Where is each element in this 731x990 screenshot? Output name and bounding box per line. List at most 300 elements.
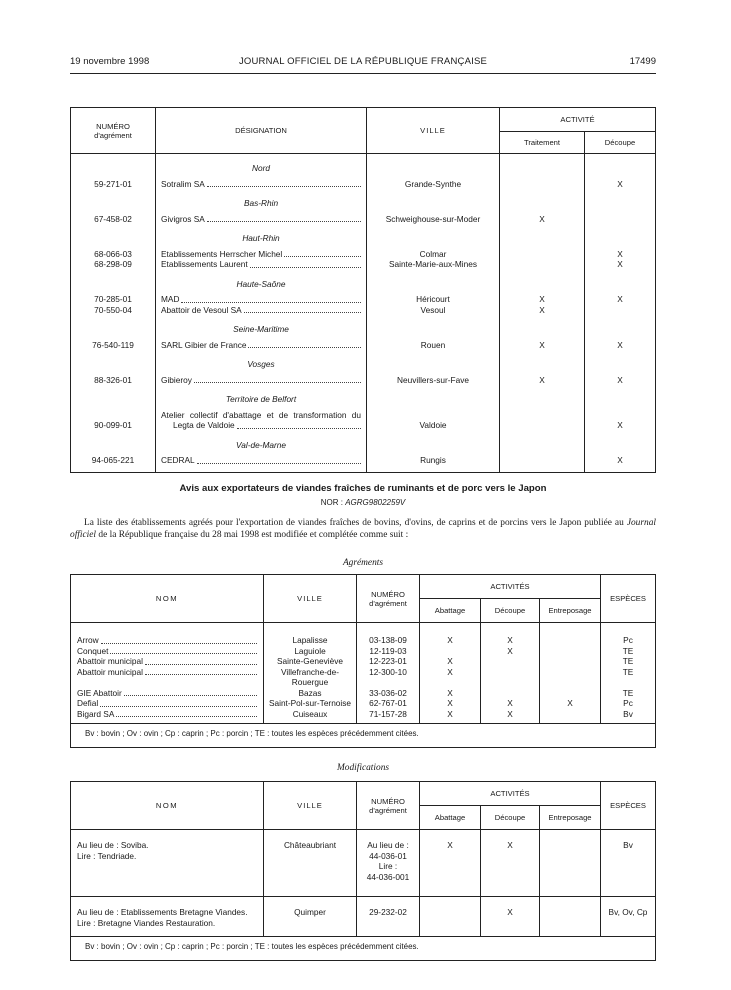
ville-cell [367, 340, 500, 351]
especes-cell: Pc [623, 635, 633, 645]
decoupe-cell [481, 688, 540, 699]
spacer-cell [601, 623, 656, 636]
nom-text: Abattoir municipal [77, 666, 143, 677]
especes-cell: Bv, Ov, Cp [601, 897, 656, 937]
designation-text-wrap [161, 294, 361, 305]
modifications-table [70, 781, 656, 961]
establishments-table-body [71, 154, 656, 473]
decoupe-cell [585, 214, 656, 225]
dot-leader [181, 295, 361, 303]
region-blank [585, 189, 656, 214]
mod-header-activites: ACTIVITÉS [420, 782, 601, 806]
agrements-table-body [71, 623, 656, 724]
agr-header-especes: ESPÈCES [601, 575, 656, 623]
numero-text: 88-326-01 [94, 374, 132, 385]
abattage-cell: X [420, 667, 481, 688]
numero-line: 44-036-01 [369, 850, 407, 861]
ville-text: Schweighouse-sur-Moder [385, 213, 481, 224]
region-blank [500, 154, 585, 179]
decoupe-cell: X [617, 178, 623, 189]
designation-text: Sotralim SA [161, 178, 205, 189]
table-row [71, 667, 656, 688]
ville-cell [367, 214, 500, 225]
especes-cell: TE [622, 687, 634, 698]
table-row [71, 897, 656, 937]
region-blank [71, 385, 156, 410]
avis-para-italic: Journal officiel [70, 518, 656, 540]
region-blank [500, 350, 585, 375]
nom-cell [71, 698, 264, 709]
mod-header-decoupe: Découpe [481, 806, 540, 830]
nom-text-wrap [77, 656, 257, 667]
nom-text-wrap [77, 635, 257, 646]
region-blank [585, 431, 656, 456]
entreposage-cell [540, 646, 601, 657]
nom-text: GIE Abattoir [77, 687, 122, 698]
nom-line1: Au lieu de : Etablissements Bretagne Viandes. [77, 907, 248, 917]
decoupe-cell: X [481, 897, 540, 937]
agr-header-nom: NOM [71, 575, 264, 623]
region-row [71, 154, 656, 179]
agr-header-ville: VILLE [264, 575, 357, 623]
region-name: Nord [156, 154, 367, 179]
region-blank [585, 154, 656, 179]
nom-line2: Lire : Bretagne Viandes Restauration. [77, 917, 216, 928]
designation-text: MAD [161, 294, 180, 304]
region-blank [367, 270, 500, 295]
numero-cell [71, 294, 156, 305]
dot-leader [248, 340, 361, 348]
header-ville: VILLE [367, 108, 500, 154]
ville-text: Héricourt [416, 294, 450, 304]
region-row [71, 350, 656, 375]
header-numero-line2: d'agrément [94, 130, 132, 140]
dot-leader [145, 667, 257, 675]
ville-cell [367, 249, 500, 260]
decoupe-cell: X [481, 830, 540, 897]
spacer-cell [420, 623, 481, 636]
ville-text: Neuvillers-sur-Fave [397, 374, 469, 385]
nom-text: Arrow [77, 635, 99, 645]
dot-leader [124, 688, 257, 696]
numero-cell: 12-223-01 [357, 656, 420, 667]
ville-cell: Sainte-Geneviève [264, 656, 357, 667]
nom-text-wrap [77, 646, 257, 657]
spacer-cell [540, 623, 601, 636]
numero-line: 44-036-001 [366, 871, 410, 882]
entreposage-cell [540, 656, 601, 667]
table-row [71, 259, 656, 270]
agr-header-abattage: Abattage [420, 599, 481, 623]
especes-cell: Pc [623, 698, 633, 708]
numero-cell: 62-767-01 [357, 698, 420, 709]
decoupe-cell: X [617, 339, 623, 350]
table-spacer [71, 623, 656, 636]
traitement-cell [500, 410, 585, 431]
spacer-cell [481, 623, 540, 636]
header-rule [70, 73, 656, 74]
especes-cell: TE [622, 645, 634, 656]
region-name: Vosges [156, 350, 367, 375]
designation-text: Etablissements Laurent [161, 259, 248, 269]
spacer-cell [357, 623, 420, 636]
designation-cell [156, 455, 367, 472]
numero-cell [71, 410, 156, 431]
nom-text-wrap [77, 688, 257, 699]
numero-text: 90-099-01 [94, 420, 132, 430]
nom-cell [71, 897, 264, 937]
numero-cell [71, 179, 156, 190]
numero-text: 67-458-02 [94, 213, 132, 224]
numero-cell [71, 340, 156, 351]
region-blank [71, 350, 156, 375]
table-row [71, 410, 656, 431]
nom-text: Abattoir municipal [77, 656, 143, 666]
header-designation: DÉSIGNATION [156, 108, 367, 154]
numero-cell [71, 259, 156, 270]
numero-cell: 03-138-09 [357, 635, 420, 646]
mod-header-numero-line1: NUMÉRO [371, 796, 405, 806]
region-blank [500, 431, 585, 456]
dot-leader [116, 709, 257, 717]
region-blank [367, 350, 500, 375]
table-row [71, 214, 656, 225]
numero-cell [357, 830, 420, 897]
region-blank [585, 315, 656, 340]
abattage-cell: X [420, 688, 481, 699]
ville-text: Colmar [419, 248, 447, 259]
avis-nor [70, 498, 656, 507]
numero-text: 94-065-221 [91, 455, 135, 465]
page-number: 17499 [629, 56, 656, 67]
nom-cell [71, 646, 264, 657]
numero-text: 76-540-119 [92, 339, 134, 350]
ville-cell [367, 410, 500, 431]
abattage-cell: X [420, 830, 481, 897]
table-row [71, 646, 656, 657]
decoupe-cell: X [481, 635, 540, 646]
spacer-cell [264, 623, 357, 636]
nom-text-wrap [77, 709, 257, 720]
mod-header-abattage: Abattage [420, 806, 481, 830]
traitement-cell: X [500, 305, 585, 316]
traitement-cell: X [500, 214, 585, 225]
region-blank [585, 350, 656, 375]
designation-text-wrap [161, 179, 361, 190]
table-row [71, 635, 656, 646]
region-name: Bas-Rhin [156, 189, 367, 214]
dot-leader [110, 646, 257, 654]
nom-cell [71, 635, 264, 646]
designation-text-wrap [161, 455, 361, 466]
spacer-cell [71, 623, 264, 636]
decoupe-cell: X [617, 420, 623, 430]
region-blank [585, 385, 656, 410]
region-name: Val-de-Marne [156, 431, 367, 456]
table-row [71, 305, 656, 316]
numero-cell [71, 375, 156, 386]
entreposage-cell [540, 667, 601, 688]
decoupe-cell [585, 305, 656, 316]
decoupe-cell: X [617, 455, 623, 465]
traitement-cell [500, 249, 585, 260]
numero-text: 59-271-01 [94, 178, 132, 189]
dot-leader [207, 214, 361, 222]
dot-leader [145, 657, 257, 665]
nom-cell [71, 667, 264, 688]
numero-line: Lire : [378, 861, 398, 871]
designation-cell [156, 340, 367, 351]
numero-spacer [71, 410, 155, 421]
header-decoupe: Découpe [585, 132, 656, 154]
dot-leader [284, 249, 361, 257]
abattage-cell: X [420, 635, 481, 646]
designation-text-wrap [161, 214, 361, 225]
decoupe-cell: X [481, 646, 540, 657]
decoupe-cell [481, 656, 540, 667]
traitement-cell [500, 259, 585, 270]
region-blank [585, 270, 656, 295]
region-name: Seine-Maritime [156, 315, 367, 340]
entreposage-cell [540, 897, 601, 937]
designation-cell [156, 375, 367, 386]
agrements-legend: Bv : bovin ; Ov : ovin ; Cp : caprin ; Pc : porcin ; TE : toutes les espèces précédemment citées. [71, 724, 656, 748]
designation-text: SARL Gibier de France [161, 339, 247, 350]
region-name: Haut-Rhin [156, 224, 367, 249]
dot-leader [101, 636, 257, 644]
ville-text: Rouen [420, 339, 446, 350]
abattage-cell: X [420, 709, 481, 720]
especes-cell: TE [622, 656, 634, 666]
region-row [71, 385, 656, 410]
ville-cell: Cuiseaux [264, 709, 357, 720]
avis-paragraph [70, 518, 656, 541]
dot-leader [194, 375, 361, 383]
abattage-cell [420, 646, 481, 657]
numero-text: 68-298-09 [94, 259, 132, 269]
entreposage-cell [540, 635, 601, 646]
designation-cell [156, 249, 367, 260]
ville-cell: Villefranche-de-Rouergue [264, 667, 357, 688]
designation-text-wrap [161, 340, 361, 351]
table-row [71, 294, 656, 305]
designation-text: CEDRAL [161, 455, 195, 465]
decoupe-cell: X [617, 294, 623, 304]
ville-cell [367, 294, 500, 305]
traitement-cell [500, 455, 585, 472]
numero-cell [71, 214, 156, 225]
dot-leader [244, 305, 361, 313]
dot-leader [207, 179, 361, 187]
decoupe-cell: X [617, 259, 623, 269]
nom-line1: Au lieu de : Soviba. [77, 840, 149, 850]
decoupe-cell: X [481, 698, 540, 709]
ville-cell [367, 375, 500, 386]
table-row [71, 688, 656, 699]
nor-label: NOR : [320, 498, 343, 507]
nom-cell [71, 656, 264, 667]
establishments-table [70, 107, 656, 473]
numero-text: 70-285-01 [94, 294, 132, 304]
designation-text: Etablissements Herrscher Michel [161, 248, 283, 259]
dot-leader [197, 456, 361, 464]
nom-text-wrap [77, 698, 257, 709]
ville-cell: Laguiole [264, 646, 357, 657]
region-row [71, 315, 656, 340]
region-blank [500, 315, 585, 340]
nom-cell [71, 830, 264, 897]
designation-text: Gibieroy [161, 374, 192, 385]
numero-cell: 12-119-03 [357, 646, 420, 657]
nor-code: AGRG9802259V [345, 498, 406, 507]
mod-header-ville: VILLE [264, 782, 357, 830]
ville-cell [367, 259, 500, 270]
designation-cell [156, 179, 367, 190]
abattage-cell: X [420, 698, 481, 709]
agrements-heading: Agréments [342, 558, 384, 568]
table-row [71, 830, 656, 897]
mod-header-numero-line2: d'agrément [369, 805, 407, 815]
traitement-cell [500, 179, 585, 190]
table-row [71, 249, 656, 260]
agr-header-numero [357, 575, 420, 623]
header-numero [71, 108, 156, 154]
designation-line2-wrap [161, 420, 361, 431]
entreposage-cell: X [540, 698, 601, 709]
nom-cell [71, 688, 264, 699]
table-row [71, 340, 656, 351]
table-row [71, 698, 656, 709]
region-blank [367, 315, 500, 340]
agr-header-numero-line2: d'agrément [369, 598, 407, 608]
dot-leader [237, 421, 361, 429]
journal-title: JOURNAL OFFICIEL DE LA RÉPUBLIQUE FRANÇAISE [238, 56, 488, 67]
ville-cell: Lapalisse [264, 635, 357, 646]
region-blank [500, 189, 585, 214]
region-blank [367, 385, 500, 410]
mod-header-entreposage: Entreposage [540, 806, 601, 830]
numero-cell: 12-300-10 [357, 667, 420, 688]
region-blank [71, 224, 156, 249]
region-blank [367, 189, 500, 214]
numero-cell [71, 455, 156, 472]
designation-text-wrap [161, 259, 361, 270]
header-traitement: Traitement [500, 132, 585, 154]
especes-cell: TE [622, 666, 634, 677]
region-name: Territoire de Belfort [156, 385, 367, 410]
abattage-cell [420, 897, 481, 937]
region-blank [71, 189, 156, 214]
table-row [71, 179, 656, 190]
region-blank [71, 154, 156, 179]
ville-text: Valdoie [419, 420, 447, 430]
agr-header-entreposage: Entreposage [540, 599, 601, 623]
entreposage-cell [540, 688, 601, 699]
region-blank [367, 154, 500, 179]
numero-cell [357, 897, 420, 937]
ville-cell: Quimper [264, 897, 357, 937]
numero-line: 29-232-02 [369, 907, 407, 917]
ville-spacer [367, 410, 499, 421]
mod-header-especes: ESPÈCES [601, 782, 656, 830]
table-row [71, 455, 656, 472]
issue-date: 19 novembre 1998 [70, 56, 150, 67]
region-blank [500, 224, 585, 249]
entreposage-cell [540, 709, 601, 720]
region-name: Haute-Saône [156, 270, 367, 295]
nom-cell [71, 709, 264, 720]
ville-text: Sainte-Marie-aux-Mines [388, 259, 478, 269]
decoupe-cell: X [617, 248, 623, 259]
designation-text-wrap [161, 375, 361, 386]
nom-line2: Lire : Tendriade. [77, 850, 137, 861]
especes-cell: Bv [623, 840, 633, 850]
numero-cell: 71-157-28 [357, 709, 420, 720]
designation-line1: Atelier collectif d'abattage et de transformation du [161, 409, 361, 420]
nom-text: Defial [77, 698, 99, 708]
modifications-table-body [71, 830, 656, 937]
modifications-heading: Modifications [336, 763, 390, 773]
entreposage-cell [540, 830, 601, 897]
region-blank [71, 270, 156, 295]
designation-line2: Legta de Valdoie [173, 420, 235, 430]
numero-cell [71, 249, 156, 260]
ville-cell [367, 305, 500, 316]
region-blank [71, 315, 156, 340]
region-row [71, 189, 656, 214]
decoupe-cell [481, 667, 540, 688]
ville-cell: Bazas [264, 688, 357, 699]
ville-cell [367, 179, 500, 190]
nom-text-wrap [77, 667, 257, 678]
ville-cell [367, 455, 500, 472]
traitement-cell: X [500, 375, 585, 386]
header-numero-line1: NUMÉRO [96, 121, 130, 131]
region-row [71, 224, 656, 249]
table-row [71, 709, 656, 720]
avis-para-after: de la République française du 28 mai 1998 est modifiée et complétée comme suit : [98, 529, 409, 540]
ville-cell: Châteaubriant [264, 830, 357, 897]
designation-cell [156, 214, 367, 225]
ville-text: Grande-Synthe [404, 178, 462, 189]
designation-text-wrap [161, 305, 361, 316]
decoupe-cell: X [481, 709, 540, 720]
numero-text: 68-066-03 [94, 248, 132, 259]
modifications-legend: Bv : bovin ; Ov : ovin ; Cp : caprin ; Pc : porcin ; TE : toutes les espèces précédemment citées. [71, 937, 656, 961]
especes-cell: Bv [623, 708, 633, 719]
designation-text: Givigros SA [161, 213, 205, 224]
region-blank [71, 431, 156, 456]
table-row [71, 656, 656, 667]
ville-cell: Saint-Pol-sur-Ternoise [264, 698, 357, 709]
mod-header-nom: NOM [71, 782, 264, 830]
designation-cell [156, 294, 367, 305]
designation-cell [156, 410, 367, 431]
numero-cell [71, 305, 156, 316]
region-blank [500, 270, 585, 295]
header-activite: ACTIVITÉ [500, 108, 656, 132]
decoupe-cell: X [617, 374, 623, 385]
region-row [71, 270, 656, 295]
agrements-table [70, 574, 656, 748]
designation-text-wrap [161, 249, 361, 260]
region-row [71, 431, 656, 456]
numero-line: Au lieu de : [367, 840, 409, 850]
region-blank [367, 431, 500, 456]
running-header [70, 56, 656, 70]
avis-para-before: La liste des établissements agréés pour l'exportation de viandes fraîches de bovins, d'ovins, de caprins et de porcins vers le Japon publiée au [84, 518, 624, 528]
table-row [71, 375, 656, 386]
